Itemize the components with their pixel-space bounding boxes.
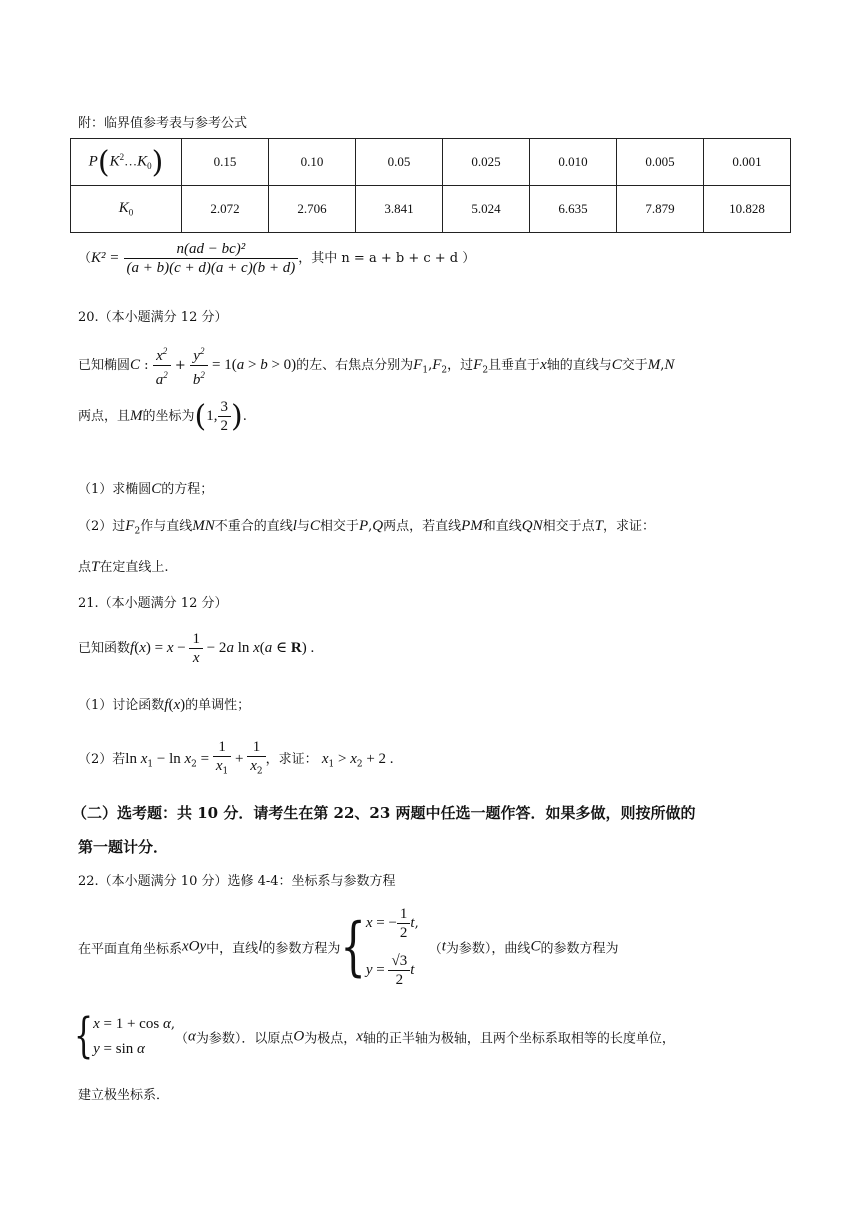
q20-part2-line2: 点T在定直线上. (78, 559, 169, 575)
q21-part2: （2）若$\ln x_1 - \ln x_2$ = $\frac{1}{x_1}$ + $\frac{1}{x_2}$ ，求证： $x_1 > x_2 + 2$ . (78, 738, 394, 781)
q21-part1: （1）讨论函数f(x)的单调性； (78, 697, 251, 713)
table-cell: 0.010 (530, 139, 617, 186)
table-cell: 3.841 (356, 186, 443, 233)
section-heading-line2: 第一题计分． (78, 838, 169, 856)
section-heading-line1: （二）选考题：共 10 分．请考生在第 22、23 两题中任选一题作答．如果多做，则按所做的 (72, 804, 696, 822)
q20-header: 20.（本小题满分 12 分） (78, 310, 228, 325)
q21-statement: 已知函数f(x) = x − $\frac{1}{x}$ − 2a ln x(a ∈ R) . (78, 631, 315, 666)
table-cell: 0.001 (704, 139, 791, 186)
q20-statement-line1: 已知椭圆C : $\frac{x^2}{a^2}$ + $\frac{y^2}{b^2}$ = 1(a > b > 0)的左、右焦点分别为$F_1,F_2$，过$F_2$且垂直于x轴的直线与C交于M,N (78, 346, 675, 388)
table-cell: 2.072 (182, 186, 269, 233)
q22-statement-line1: 在平面直角坐标系xOy中，直线l的参数方程为{ x = − $\frac{1}{2}$ t, y = $\frac{√3}{2}$ t （t为参数），曲线C的参数方程为 (78, 906, 619, 988)
table-cell: 0.025 (443, 139, 530, 186)
q20-statement-line2: 两点，且M的坐标为(1, $\frac{3}{2}$ ). (78, 399, 247, 434)
q22-header: 22.（本小题满分 10 分）选修 4-4：坐标系与参数方程 (78, 874, 396, 889)
table-cell: 2.706 (269, 186, 356, 233)
table-cell: 0.005 (617, 139, 704, 186)
table-row (71, 186, 791, 233)
table-row (71, 139, 791, 186)
table-cell: 7.879 (617, 186, 704, 233)
q21-header: 21.（本小题满分 12 分） (78, 596, 228, 611)
q22-statement-line3: 建立极坐标系． (78, 1088, 170, 1103)
table-head-p: $P(K^2\dots K_0)$ (71, 139, 182, 186)
table-cell: 0.10 (269, 139, 356, 186)
table-head-k0: $K_0$ (71, 186, 182, 233)
q20-part1: （1）求椭圆C的方程； (78, 481, 214, 497)
table-cell: 5.024 (443, 186, 530, 233)
table-cell: 6.635 (530, 186, 617, 233)
table-cell: 0.05 (356, 139, 443, 186)
table-cell: 10.828 (704, 186, 791, 233)
k2-formula: （K² = $\frac{\text{n(ad − bc)²}}{(a + b)(c + d)(a + c)(b + d)}$ ，其中 n = a + b + c + d ） (78, 241, 476, 276)
table-cell: 0.15 (182, 139, 269, 186)
q22-statement-line2: { x = 1 + cos α, y = sin α （α为参数）．以原点O为极点，x轴的正半轴为极轴，且两个坐标系取相等的长度单位， (74, 1008, 675, 1065)
critical-value-table (70, 138, 791, 233)
appendix-title: 附：临界值参考表与参考公式 (78, 116, 248, 131)
q20-part2-line1: （2）过$F_2$作与直线MN不重合的直线l与C相交于P,Q两点，若直线PM和直线QN相交于点T，求证： (78, 518, 656, 537)
